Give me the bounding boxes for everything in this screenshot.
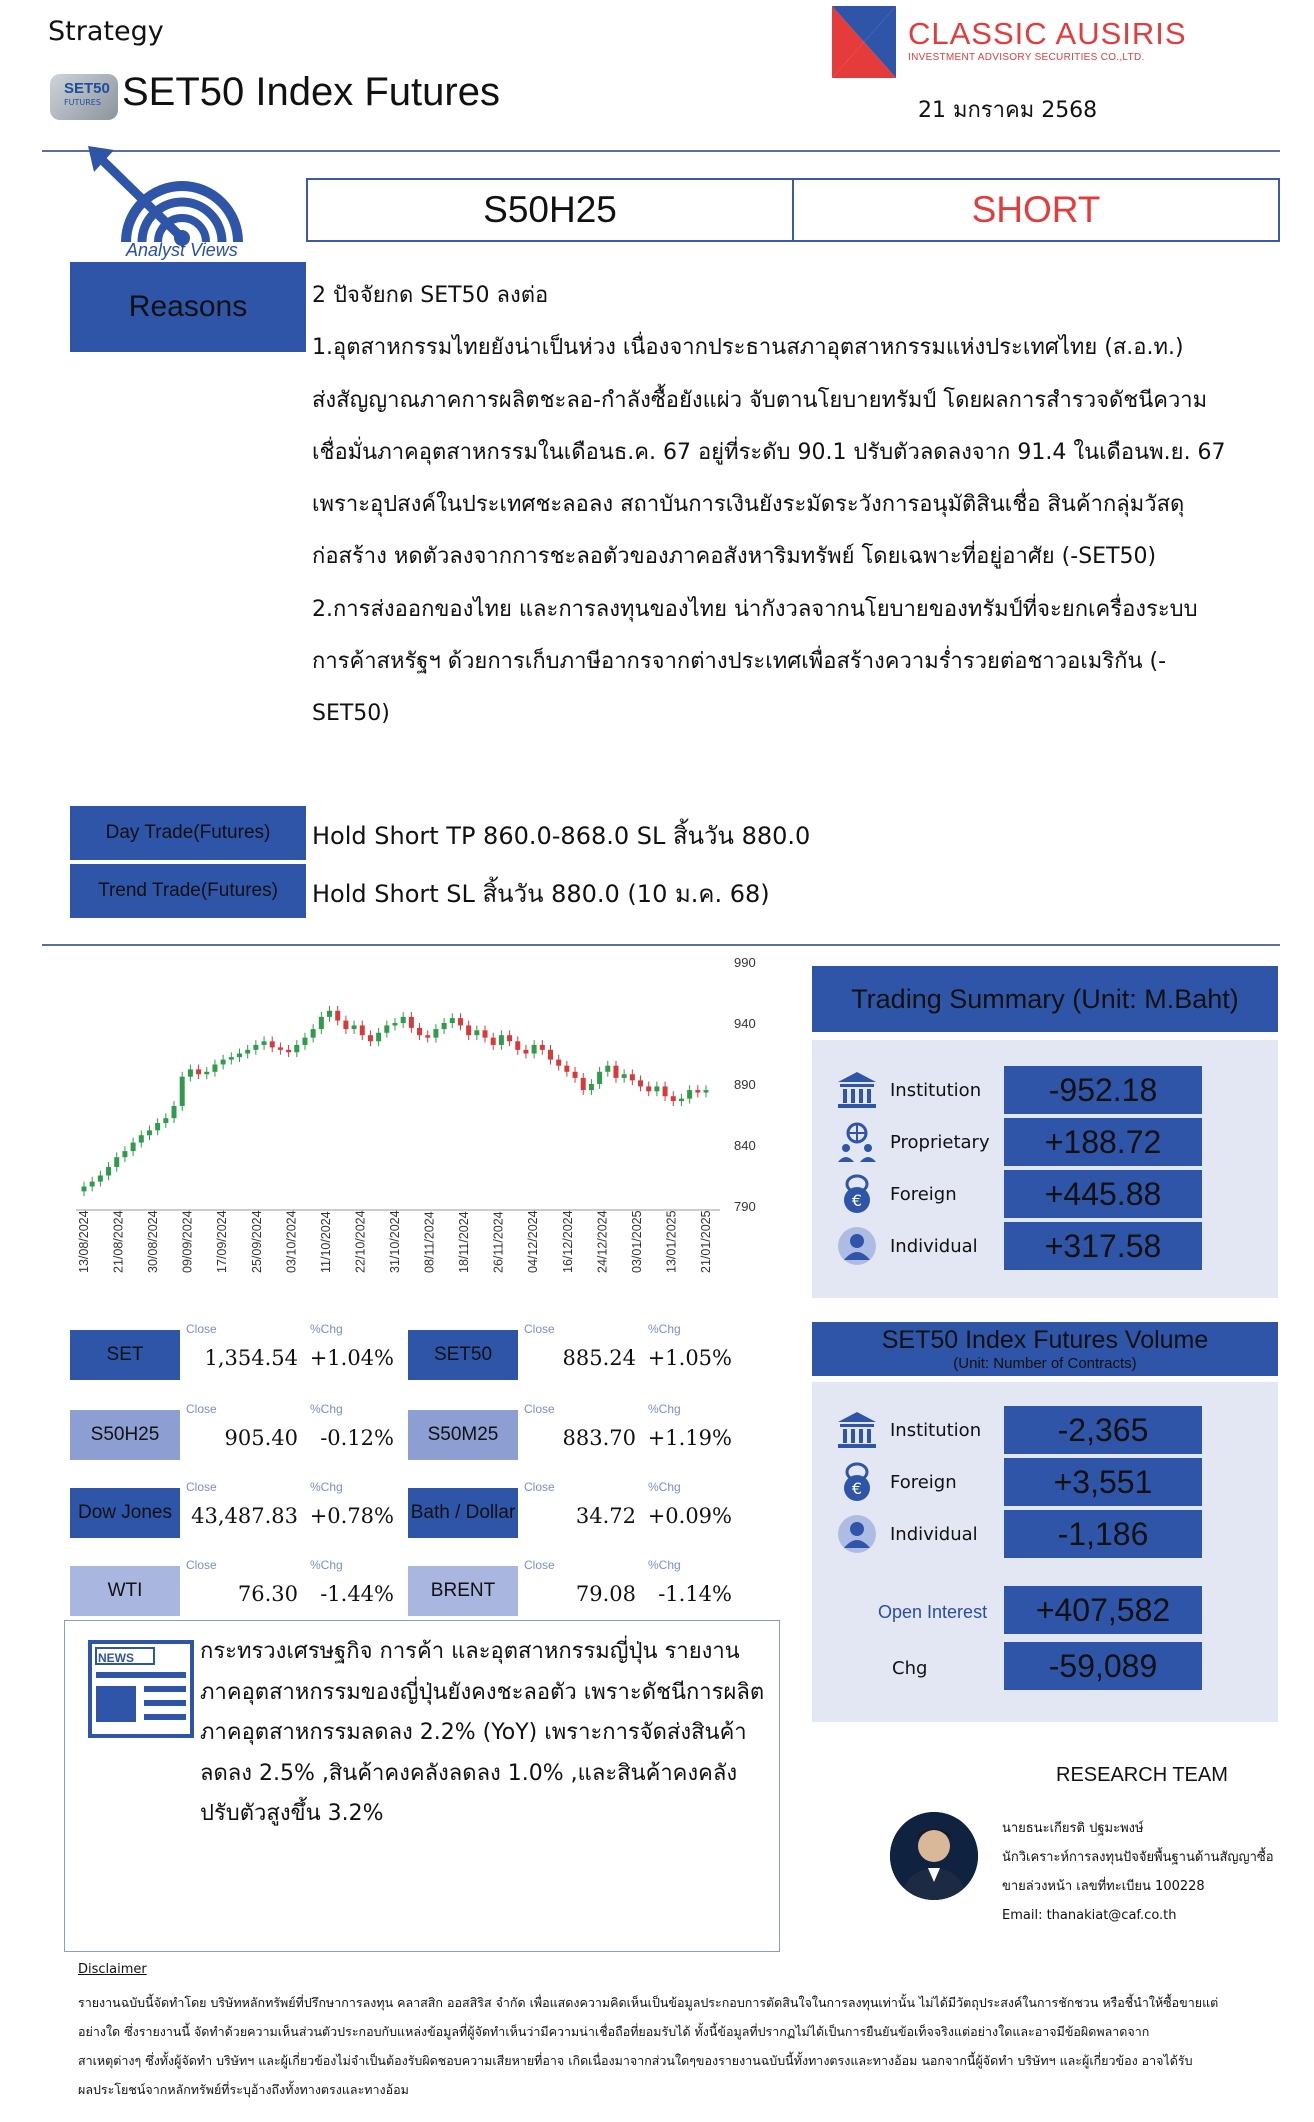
market-label: SET50 (408, 1330, 518, 1380)
candle-body (433, 1029, 438, 1038)
candle-body (270, 1041, 275, 1047)
net-value: +445.88 (1004, 1170, 1202, 1218)
investor-type-label: Individual (890, 1524, 978, 1545)
market-label: S50M25 (408, 1410, 518, 1460)
pct-chg-label: %Chg (648, 1402, 681, 1416)
candle-body (491, 1038, 496, 1045)
close-value: 1,354.54 (204, 1346, 298, 1370)
futures-volume-header (812, 1322, 1278, 1376)
analyst-info (1002, 1814, 1274, 1930)
candle-body (172, 1106, 177, 1118)
pct-chg-value: +0.78% (309, 1504, 394, 1528)
candle-body (589, 1084, 594, 1090)
section-divider (42, 944, 1280, 946)
institution-icon (836, 1070, 878, 1110)
x-tick-label: 04/12/2024 (526, 1210, 541, 1273)
candle-body (663, 1086, 668, 1096)
open-interest-label: Open Interest (878, 1602, 988, 1622)
x-tick-label: 24/12/2024 (595, 1210, 610, 1273)
candle-body (155, 1123, 160, 1130)
net-value: -1,186 (1004, 1510, 1202, 1558)
y-tick-label: 840 (734, 1138, 756, 1153)
close-label: Close (524, 1402, 555, 1416)
candle-body (311, 1029, 316, 1038)
candle-body (278, 1047, 283, 1049)
market-label: Dow Jones (70, 1488, 180, 1538)
candle-body (221, 1060, 226, 1065)
report-date: 21 มกราคม 2568 (918, 98, 1098, 123)
candle-body (302, 1038, 307, 1045)
x-tick-label: 18/11/2024 (457, 1211, 472, 1273)
pct-chg-label: %Chg (310, 1322, 343, 1336)
pct-chg-label: %Chg (648, 1558, 681, 1572)
candle-body (581, 1078, 586, 1090)
oi-chg-label: Chg (892, 1658, 928, 1679)
candle-body (630, 1074, 635, 1080)
strategy-label: Strategy (48, 16, 164, 47)
candle-body (286, 1050, 291, 1052)
investor-type-label: Institution (890, 1080, 982, 1101)
candle-body (139, 1135, 144, 1142)
candle-body (360, 1025, 365, 1035)
close-value: 76.30 (237, 1582, 298, 1606)
classic-ausiris-logo-icon (832, 6, 896, 78)
logo-sub: FUTURES (64, 98, 101, 107)
candle-body (245, 1050, 250, 1054)
proprietary-icon (836, 1122, 878, 1162)
pct-chg-label: %Chg (310, 1402, 343, 1416)
close-value: 885.24 (562, 1346, 636, 1370)
candle-body (515, 1041, 520, 1050)
research-team-title: RESEARCH TEAM (1056, 1764, 1228, 1786)
x-tick-label: 13/08/2024 (77, 1210, 91, 1273)
candle-body (679, 1099, 684, 1101)
candle-body (654, 1086, 659, 1091)
candle-body (442, 1023, 447, 1029)
y-tick-label: 940 (734, 1016, 756, 1031)
candle-body (262, 1041, 267, 1045)
y-tick-label: 890 (734, 1077, 756, 1092)
close-value: 43,487.83 (191, 1504, 298, 1528)
reason-line: เพราะอุปสงค์ในประเทศชะลอลง สถาบันการเงินยังระมัดระวังการอนุมัติสินเชื่อ สินค้ากลุ่มวัสดุ (312, 492, 1185, 518)
close-label: Close (186, 1558, 217, 1572)
individual-icon (836, 1226, 878, 1266)
candle-body (638, 1080, 643, 1086)
disclaimer-line: รายงานฉบับนี้จัดทำโดย บริษัทหลักทรัพย์ที่ปรึกษาการลงทุน คลาสสิก ออสสิริส จำกัด เพื่อแสดงความคิดเห็นเป็นข้อมูลประกอบการตัดสินใจในการลงทุนเท่านั้น ไม่ได้มีวัตถุประสงค์ในการชักชวน หรือชี้นำให้ซื้อขายแต่ (78, 1995, 1219, 2010)
reason-line: ส่งสัญญาณภาคการผลิตชะลอ-กำลังซื้อยังแผ่ว จับตานโยบายทรัมป์ โดยผลการสำรวจดัชนีความ (312, 387, 1208, 413)
close-label: Close (524, 1322, 555, 1336)
candle-body (319, 1017, 324, 1029)
x-tick-label: 13/01/2025 (664, 1210, 679, 1273)
candle-body (106, 1167, 111, 1176)
x-tick-label: 11/10/2024 (318, 1211, 333, 1273)
net-value: +317.58 (1004, 1222, 1202, 1270)
analyst-avatar (890, 1812, 978, 1900)
candle-body (695, 1090, 700, 1092)
market-label: WTI (70, 1566, 180, 1616)
x-tick-label: 30/08/2024 (146, 1210, 161, 1273)
candle-body (548, 1050, 553, 1060)
net-value: +188.72 (1004, 1118, 1202, 1166)
candle-body (474, 1030, 479, 1035)
x-tick-label: 16/12/2024 (560, 1210, 575, 1273)
investor-type-label: Foreign (890, 1184, 957, 1205)
day-trade-label: Day Trade(Futures) (70, 806, 306, 860)
pct-chg-label: %Chg (310, 1480, 343, 1494)
candle-body (564, 1066, 569, 1072)
candle-body (417, 1028, 422, 1035)
net-value: -2,365 (1004, 1406, 1202, 1454)
candle-body (671, 1096, 676, 1101)
pct-chg-label: %Chg (648, 1322, 681, 1336)
candle-body (532, 1045, 537, 1054)
x-tick-label: 25/09/2024 (249, 1210, 264, 1273)
reason-line: 2 ปัจจัยกด SET50 ลงต่อ (312, 283, 549, 308)
candle-body (507, 1035, 512, 1041)
candle-body (393, 1023, 398, 1025)
reason-line: การค้าสหรัฐฯ ด้วยการเก็บภาษีอากรจากต่างประเทศเพื่อสร้างความร่ำรวยต่อชาวอเมริกัน (- (312, 649, 1167, 675)
day-trade-text: Hold Short TP 860.0-868.0 SL สิ้นวัน 880.0 (312, 822, 811, 850)
x-tick-label: 09/09/2024 (180, 1210, 195, 1273)
investor-type-label: Foreign (890, 1472, 957, 1493)
candle-body (294, 1045, 299, 1052)
reasons-text (312, 270, 1272, 741)
candle-body (523, 1050, 528, 1054)
candle-body (327, 1011, 332, 1017)
candle-body (147, 1130, 152, 1135)
analyst-name: นายธนะเกียรติ ปฐมะพงษ์ (1002, 1821, 1144, 1836)
candle-body (704, 1090, 709, 1092)
page-title: SET50 Index Futures (122, 70, 500, 114)
candle-body (556, 1060, 561, 1066)
analyst-role: นักวิเคราะห์การลงทุนปัจจัยพื้นฐานด้านสัญญาซื้อ (1002, 1850, 1274, 1865)
news-line: ภาคอุตสาหกรรมลดลง 2.2% (YoY) เพราะการจัดส่งสินค้า (200, 1720, 747, 1745)
reason-line: 1.อุตสาหกรรมไทยยังน่าเป็นห่วง เนื่องจากประธานสภาอุตสาหกรรมแห่งประเทศไทย (ส.อ.ท.) (312, 335, 1184, 361)
candle-body (466, 1025, 471, 1035)
candle-body (573, 1072, 578, 1078)
foreign-icon (836, 1174, 878, 1214)
open-interest-value: +407,582 (1004, 1586, 1202, 1634)
x-tick-label: 08/11/2024 (422, 1211, 437, 1273)
candle-body (204, 1072, 209, 1074)
market-label: S50H25 (70, 1410, 180, 1460)
pct-chg-value: -1.14% (658, 1582, 732, 1606)
candle-body (458, 1018, 463, 1025)
investor-type-label: Institution (890, 1420, 982, 1441)
close-value: 34.72 (575, 1504, 636, 1528)
svg-text:€: € (851, 1479, 863, 1498)
pct-chg-value: +1.04% (309, 1346, 394, 1370)
analyst-email[interactable]: Email: thanakiat@caf.co.th (1002, 1908, 1177, 1923)
reason-line: SET50) (312, 701, 390, 727)
close-value: 79.08 (575, 1582, 636, 1606)
candle-body (622, 1074, 627, 1078)
news-text (200, 1632, 770, 1835)
position-box (306, 178, 1280, 242)
foreign-icon (836, 1462, 878, 1502)
close-label: Close (186, 1322, 217, 1336)
close-label: Close (524, 1480, 555, 1494)
news-badge: NEWS (98, 1651, 134, 1665)
investor-type-label: Proprietary (890, 1132, 990, 1153)
reasons-label: Reasons (70, 262, 306, 352)
pct-chg-label: %Chg (310, 1558, 343, 1572)
x-tick-label: 21/01/2025 (699, 1210, 713, 1273)
pct-chg-label: %Chg (648, 1480, 681, 1494)
x-tick-label: 17/09/2024 (215, 1210, 230, 1273)
candle-body (605, 1066, 610, 1072)
candle-body (687, 1090, 692, 1099)
reason-line: เชื่อมั่นภาคอุตสาหกรรมในเดือนธ.ค. 67 อยู่ที่ระดับ 90.1 ปรับตัวลดลงจาก 91.4 ในเดือนพ.ย. 67 (312, 439, 1226, 465)
svg-text:€: € (851, 1191, 863, 1210)
market-label: BRENT (408, 1566, 518, 1616)
candle-body (212, 1064, 217, 1071)
candle-body (540, 1045, 545, 1050)
pct-chg-value: +0.09% (647, 1504, 732, 1528)
candle-body (335, 1011, 340, 1021)
candle-body (253, 1045, 258, 1050)
candle-body (196, 1069, 201, 1074)
candle-body (163, 1118, 168, 1123)
candle-body (180, 1077, 185, 1106)
close-value: 905.40 (224, 1426, 298, 1450)
x-tick-label: 03/10/2024 (284, 1210, 299, 1273)
candle-body (646, 1086, 651, 1091)
trend-trade-text: Hold Short SL สิ้นวัน 880.0 (10 ม.ค. 68) (312, 880, 770, 908)
x-tick-label: 03/01/2025 (629, 1210, 644, 1273)
candle-body (450, 1018, 455, 1023)
net-value: +3,551 (1004, 1458, 1202, 1506)
candle-body (613, 1066, 618, 1078)
candle-body (90, 1182, 95, 1187)
news-line: ปรับตัวสูงขึ้น 3.2% (200, 1801, 384, 1826)
candle-body (114, 1157, 119, 1167)
oi-chg-value: -59,089 (1004, 1642, 1202, 1690)
x-tick-label: 22/10/2024 (353, 1210, 368, 1273)
close-label: Close (524, 1558, 555, 1572)
candle-body (368, 1035, 373, 1041)
disclaimer-line: สาเหตุต่างๆ ซึ่งทั้งผู้จัดทำ บริษัทฯ และผู้เกี่ยวข้องไม่จำเป็นต้องรับผิดชอบความเสียหายที่อาจ เกิดเนื่องมาจากส่วนใดๆของรายงานฉบับนี้ทั้งทางตรงและทางอ้อม นอกจากนี้ผู้จัดทำ บริษัทฯ และผู้เกี่ยวข้อง อาจได้รับ (78, 2053, 1193, 2068)
market-label: Bath / Dollar (408, 1488, 518, 1538)
x-tick-label: 26/11/2024 (491, 1211, 506, 1273)
candle-body (376, 1033, 381, 1042)
x-tick-label: 31/10/2024 (388, 1210, 402, 1273)
candle-body (597, 1072, 602, 1084)
investor-type-label: Individual (890, 1236, 978, 1257)
candle-body (98, 1176, 103, 1182)
market-label: SET (70, 1330, 180, 1380)
news-line: ภาคอุตสาหกรรมของญี่ปุ่นยังคงชะลอตัว เพราะดัชนีการผลิต (200, 1679, 765, 1705)
disclaimer-line: ผลประโยชน์จากหลักทรัพย์ที่ระบุอ้างถึงทั้งทางตรงและทางอ้อม (78, 2082, 409, 2097)
pct-chg-value: +1.19% (647, 1426, 732, 1450)
pct-chg-value: -0.12% (320, 1426, 394, 1450)
futures-volume-title: SET50 Index Futures Volume (881, 1326, 1209, 1354)
trend-trade-label: Trend Trade(Futures) (70, 864, 306, 918)
news-line: ลดลง 2.5% ,สินค้าคงคลังลดลง 1.0% ,และสินค้าคงคลัง (200, 1760, 738, 1786)
candle-body (401, 1017, 406, 1023)
set50-candlestick-chart (60, 948, 780, 1278)
candle-body (384, 1025, 389, 1032)
candle-body (131, 1143, 136, 1152)
brand-subtitle: INVESTMENT ADVISORY SECURITIES CO.,LTD. (908, 52, 1145, 63)
disclaimer-title: Disclaimer (78, 1962, 147, 1977)
pct-chg-value: -1.44% (320, 1582, 394, 1606)
candle-body (343, 1021, 348, 1030)
candle-body (352, 1025, 357, 1029)
candle-body (188, 1069, 193, 1076)
individual-icon (836, 1514, 878, 1554)
candle-body (122, 1151, 127, 1157)
candle-body (229, 1057, 234, 1059)
candle-body (82, 1186, 87, 1191)
candle-body (499, 1035, 504, 1045)
analyst-views-label: Analyst Views (126, 240, 238, 260)
disclaimer-line: อย่างใด ซึ่งรายงานนี้ จัดทำด้วยความเห็นส่วนตัวประกอบกับแหล่งข้อมูลที่ผู้จัดทำเห็นว่ามีความน่าเชื่อถือที่ยอมรับได้ ทั้งนี้ข้อมูลที่ปรากฏไม่ได้เป็นการยืนยันข้อเท็จจริงแต่อย่างใดและอาจมีข้อผิดพลาดจาก (78, 2024, 1150, 2039)
contract-code: S50H25 (308, 180, 794, 240)
logo-text: SET50 (64, 80, 110, 97)
candle-body (483, 1030, 488, 1037)
position-direction: SHORT (971, 189, 1101, 230)
close-label: Close (186, 1402, 217, 1416)
reason-line: 2.การส่งออกของไทย และการลงทุนของไทย น่ากังวลจากนโยบายของทรัมป์ที่จะยกเครื่องระบบ (312, 596, 1198, 622)
institution-icon (836, 1410, 878, 1450)
brand-name: CLASSIC AUSIRIS (908, 16, 1187, 51)
trading-summary-title: Trading Summary (Unit: M.Baht) (812, 966, 1278, 1032)
candle-body (425, 1035, 430, 1037)
person-silhouette-icon (890, 1812, 978, 1900)
analyst-license: ขายล่วงหน้า เลขที่ทะเบียน 100228 (1002, 1879, 1205, 1894)
candle-body (237, 1054, 242, 1058)
y-tick-label: 790 (734, 1199, 756, 1214)
futures-volume-subtitle: (Unit: Number of Contracts) (953, 1355, 1137, 1372)
news-line: กระทรวงเศรษฐกิจ การค้า และอุตสาหกรรมญี่ปุ่น รายงาน (200, 1639, 740, 1664)
set50-futures-logo (50, 74, 118, 120)
close-value: 883.70 (562, 1426, 636, 1450)
net-value: -952.18 (1004, 1066, 1202, 1114)
candle-body (409, 1017, 414, 1028)
close-label: Close (186, 1480, 217, 1494)
x-tick-label: 21/08/2024 (111, 1210, 126, 1273)
disclaimer-text (78, 1988, 1298, 2104)
pct-chg-value: +1.05% (647, 1346, 732, 1370)
y-tick-label: 990 (734, 955, 756, 970)
reason-line: ก่อสร้าง หดตัวลงจากการชะลอตัวของภาคอสังหาริมทรัพย์ โดยเฉพาะที่อยู่อาศัย (-SET50) (312, 544, 1157, 570)
